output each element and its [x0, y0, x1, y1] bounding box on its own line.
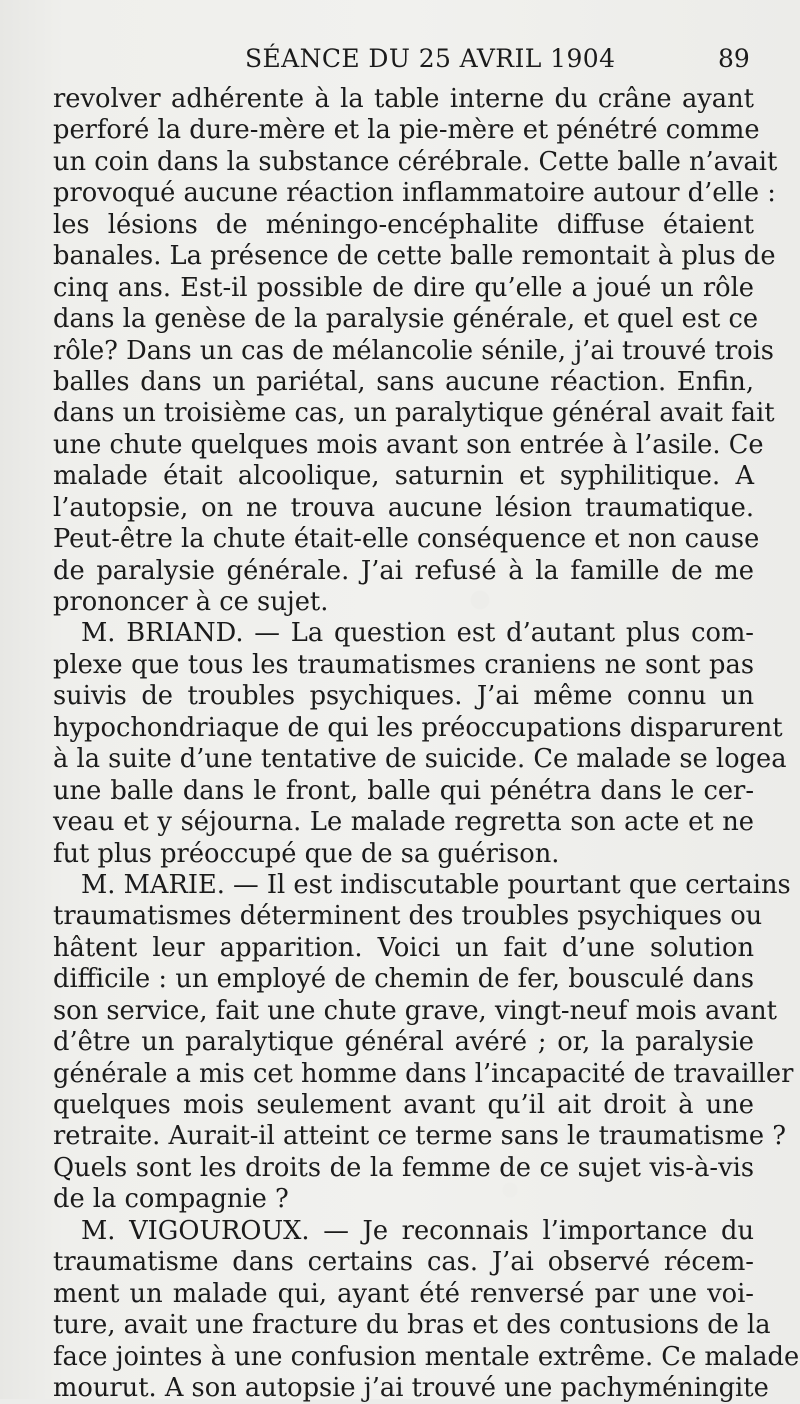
text-line: fut plus préoccupé que de sa guérison. — [53, 838, 560, 869]
text-line: suivis de troubles psychiques. J’ai même connu un — [53, 681, 754, 712]
text-line: ment un malade qui, ayant été renversé par une voi- — [53, 1278, 754, 1309]
text-line: traumatismes déterminent des troubles psychiques ou — [53, 901, 763, 932]
text-line: plexe que tous les traumatismes craniens ne sont pas — [53, 649, 754, 680]
text-line: provoqué aucune réaction inflammatoire autour d’elle : — [53, 178, 776, 209]
text-line: perforé la dure-mère et la pie-mère et pénétré comme — [53, 115, 760, 146]
text-line: Peut-être la chute était-elle conséquence et non cause — [53, 524, 760, 555]
text-line: revolver adhérente à la table interne du crâne ayant — [53, 84, 754, 114]
text-line: son service, fait une chute grave, vingt-neuf mois avant — [53, 995, 777, 1026]
text-line: d’être un paralytique général avéré ; or, la paralysie — [53, 1027, 754, 1058]
text-line: prononcer à ce sujet. — [53, 587, 329, 617]
text-line: veau et y séjourna. Le malade regretta son acte et ne — [53, 807, 754, 838]
speaker-paragraph-start: M. BRIAND. — La question est d’autant plus com- — [81, 618, 754, 649]
text-line: quelques mois seulement avant qu’il ait droit à une — [53, 1090, 754, 1120]
text-line: ture, avait une fracture du bras et des contusions de la — [53, 1310, 771, 1341]
speaker-paragraph-start: M. VIGOUROUX. — Je reconnais l’importance du — [81, 1215, 754, 1246]
text-line: cinq ans. Est-il possible de dire qu’elle a joué un rôle — [53, 272, 754, 303]
text-line: difficile : un employé de chemin de fer, bousculé dans — [53, 964, 754, 995]
text-line: une balle dans le front, balle qui pénétra dans le cer- — [53, 775, 754, 806]
text-line: de paralysie générale. J’ai refusé à la famille de me — [53, 555, 754, 586]
text-line: traumatisme dans certains cas. J’ai observé récem- — [53, 1247, 754, 1278]
text-line: une chute quelques mois avant son entrée à l’asile. Ce — [53, 429, 764, 460]
text-line: l’autopsie, on ne trouva aucune lésion traumatique. — [53, 492, 754, 523]
text-line: de la compagnie ? — [53, 1184, 289, 1215]
body-text — [53, 84, 800, 1404]
text-line: à la suite d’une tentative de suicide. Ce malade se logea — [53, 744, 787, 775]
text-line: dans la genèse de la paralysie générale, et quel est ce — [53, 304, 759, 335]
text-line: un coin dans la substance cérébrale. Cette balle n’avait — [53, 146, 778, 177]
text-line: Quels sont les droits de la femme de ce sujet vis-à-vis — [53, 1152, 754, 1183]
speaker-paragraph-start: M. MARIE. — Il est indiscutable pourtant que certains — [81, 869, 791, 900]
text-line: générale a mis cet homme dans l’incapacité de travailler — [53, 1058, 794, 1089]
text-line: balles dans un pariétal, sans aucune réaction. Enfin, — [53, 366, 754, 397]
text-line: rôle? Dans un cas de mélancolie sénile, j’ai trouvé trois — [53, 335, 774, 366]
text-line: retraite. Aurait-il atteint ce terme sans le traumatisme ? — [53, 1121, 786, 1152]
text-line: dans un troisième cas, un paralytique général avait fait — [53, 398, 775, 429]
running-head — [0, 0, 800, 82]
text-line: face jointes à une confusion mentale extrême. Ce malade — [53, 1341, 800, 1372]
text-line: les lésions de méningo-encéphalite diffuse étaient — [53, 209, 754, 240]
running-head-title: SÉANCE DU 25 AVRIL 1904 — [245, 44, 616, 73]
page-number: 89 — [718, 44, 750, 73]
text-line: hypochondriaque de qui les préoccupations disparurent — [53, 712, 783, 743]
text-line: hâtent leur apparition. Voici un fait d’une solution — [53, 932, 754, 963]
text-line: malade était alcoolique, saturnin et syphilitique. A — [53, 461, 754, 492]
text-line: banales. La présence de cette balle remontait à plus de — [53, 241, 776, 272]
text-line: mourut. A son autopsie j’ai trouvé une pachyméningite — [53, 1372, 769, 1403]
